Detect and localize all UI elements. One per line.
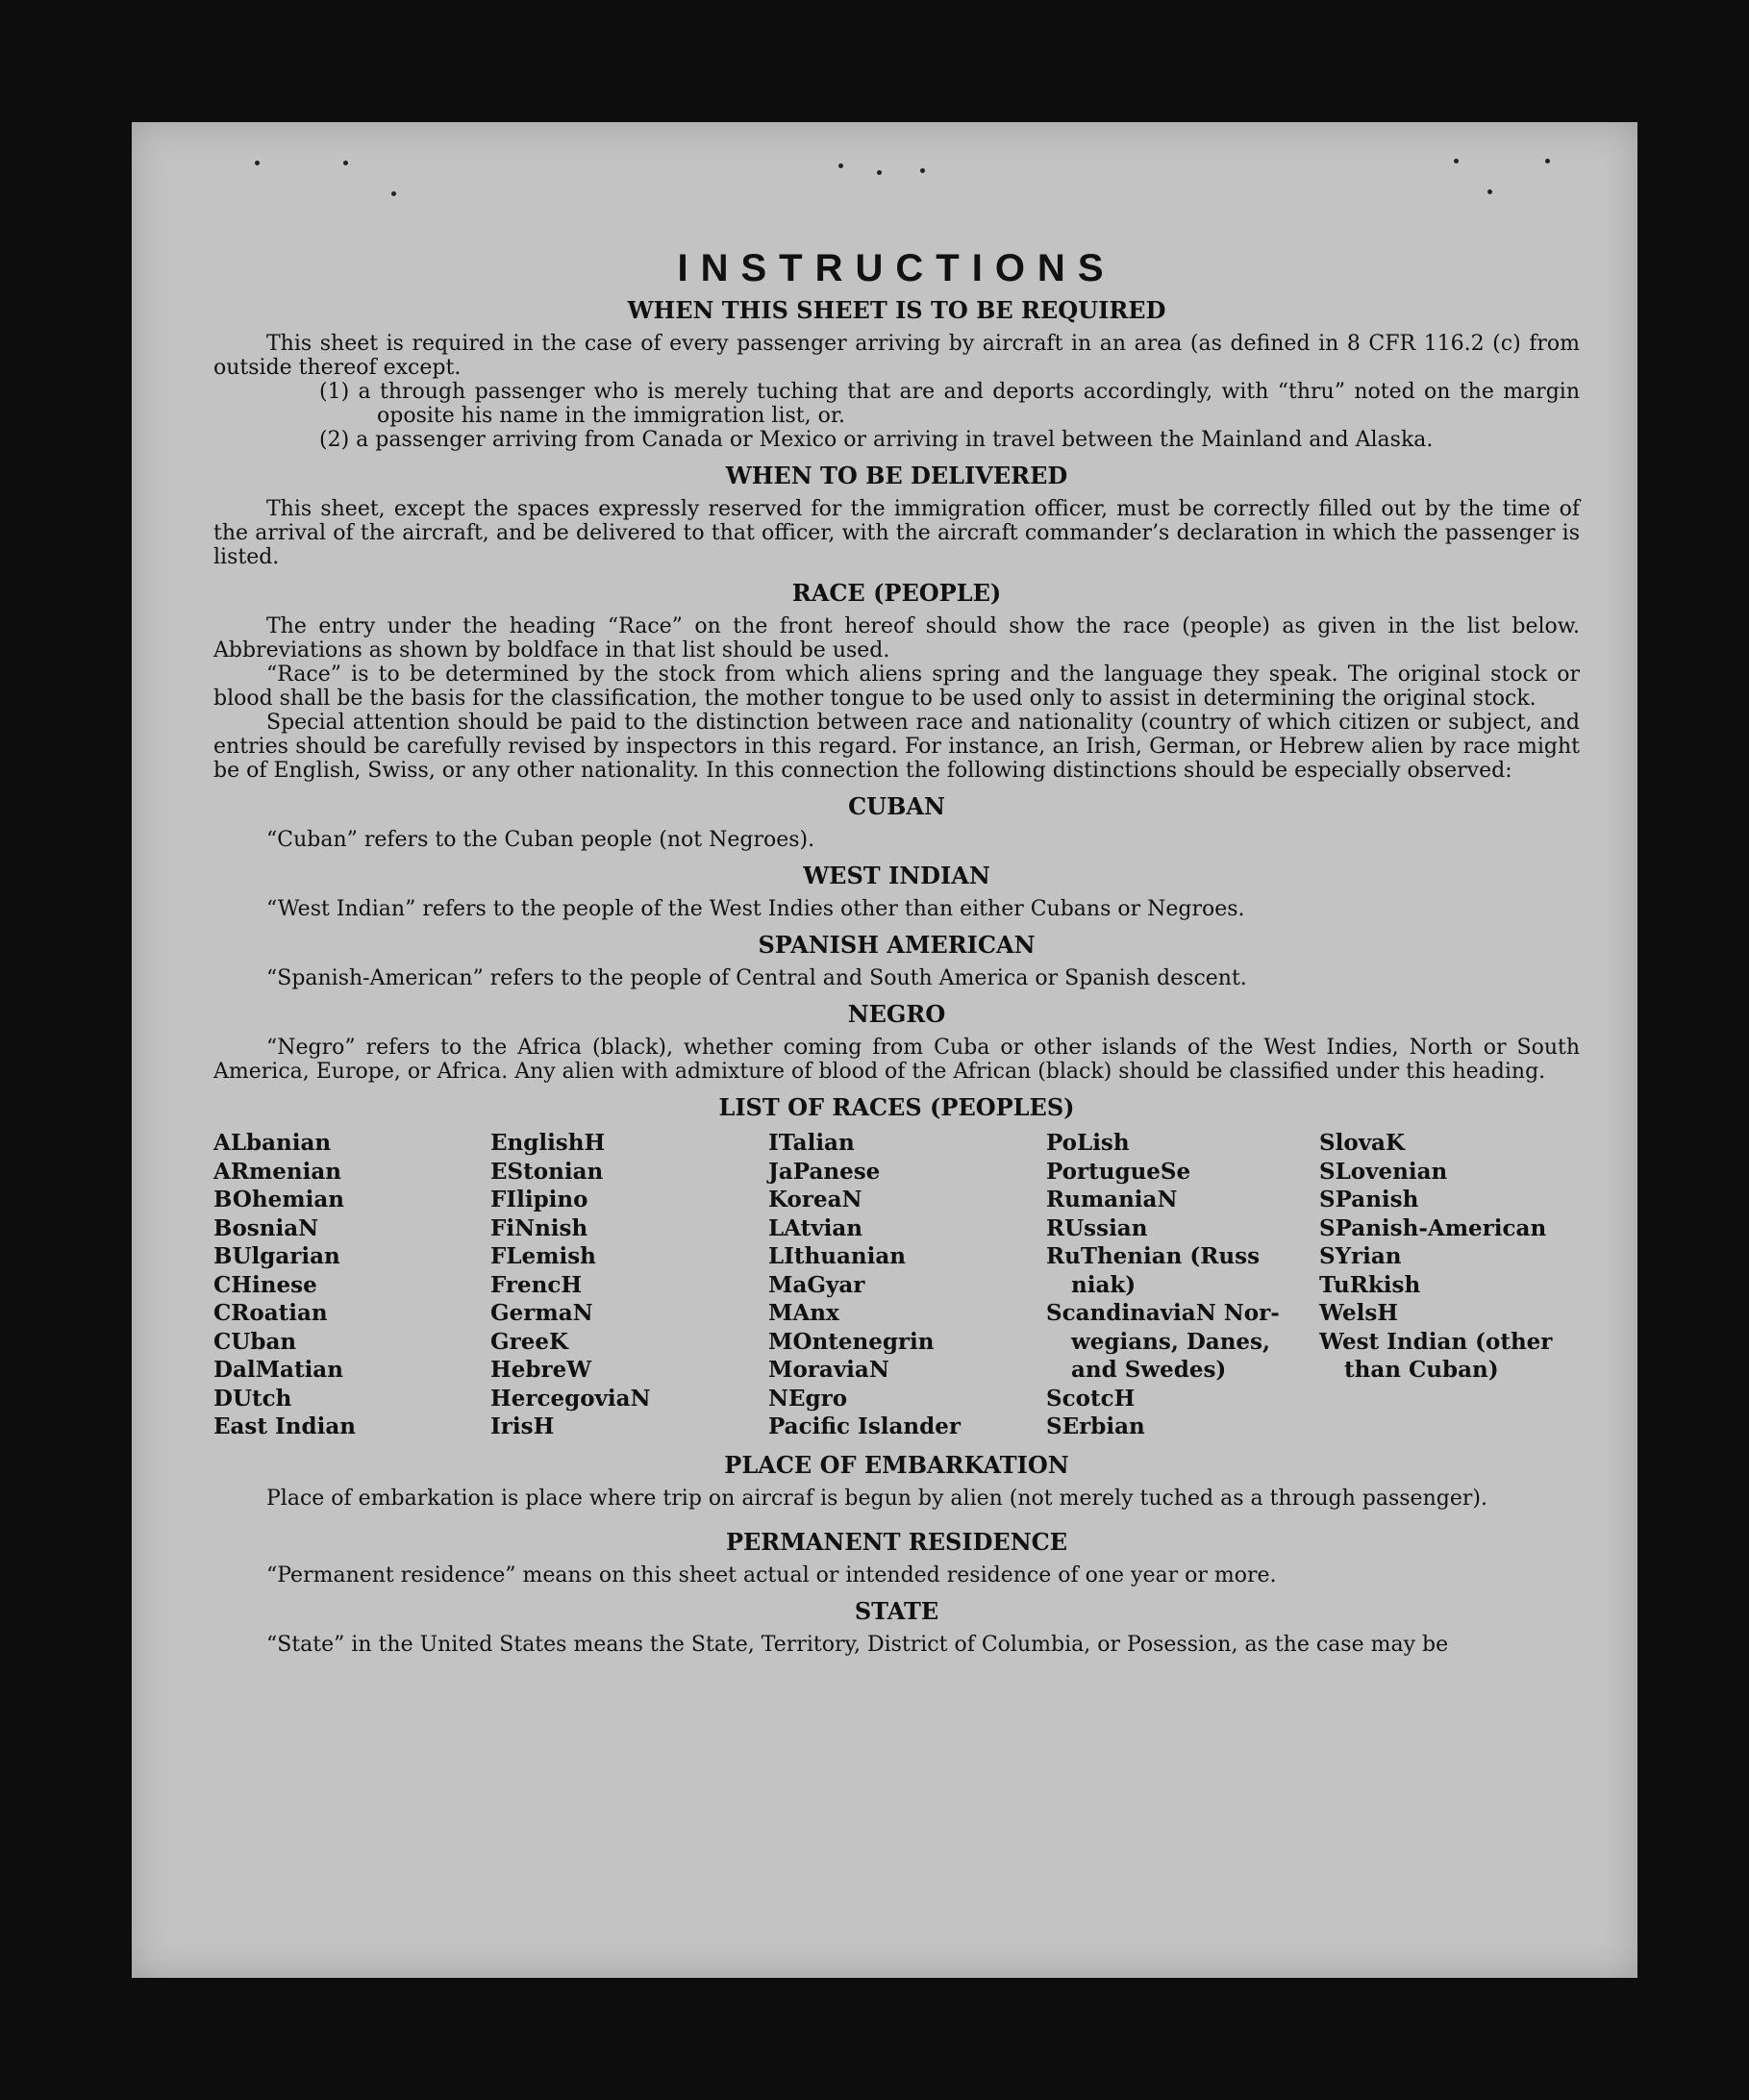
spanish-american-text: “Spanish-American” refers to the people of Central and South America or Spanish descent.	[266, 966, 1247, 990]
race-entry: FLemish	[490, 1243, 596, 1269]
race-entry: GermaN	[490, 1300, 593, 1326]
race-paragraph-2: “Race” is to be determined by the stock from which aliens spring and the language they speak. The original stock or blood shall be the basis for the classification, the mother tongue to be used only to assist in determining the original stock.	[213, 662, 1580, 711]
race-entry: DUtch	[213, 1385, 292, 1412]
west-indian-text: “West Indian” refers to the people of the West Indies other than either Cubans or Negroes.	[266, 897, 1245, 921]
required-item-2: (2) a passenger arriving from Canada or Mexico or arriving in travel between the Mainland and Alaska.	[319, 428, 1434, 452]
race-entry: EStonian	[490, 1158, 604, 1185]
races-list	[213, 1129, 1580, 1441]
embarkation-text: Place of embarkation is place where trip on aircraf is begun by alien (not merely tuched as a through passenger).	[266, 1486, 1487, 1511]
race-entry: ScandinaviaN Nor-	[1046, 1300, 1280, 1326]
races-column-4	[1046, 1129, 1319, 1441]
race-entry: MAnx	[768, 1300, 839, 1326]
speck-mark	[838, 163, 843, 168]
required-item-1: (1) a through passenger who is merely tuching that are and deports accordingly, with “thru” noted on the margin oposite his name in the immigration list, or.	[319, 380, 1580, 428]
race-entry: CUban	[213, 1328, 297, 1355]
race-entry: RuThenian (Russ	[1046, 1243, 1261, 1269]
speck-mark	[877, 170, 882, 175]
race-entry: IrisH	[490, 1413, 555, 1439]
heading-negro: NEGRO	[847, 1000, 946, 1028]
race-entry: PoLish	[1046, 1130, 1130, 1156]
race-paragraph-3: Special attention should be paid to the distinction between race and nationality (country of which citizen or subject, and entries should be carefully revised by inspectors in this regard. For instance, an Irish, German, or Hebrew alien by race might be of English, Swiss, or any other nationality. In this connection the following distinctions should be especially observed:	[213, 711, 1580, 783]
races-column-3	[768, 1129, 1046, 1441]
heading-race: RACE (PEOPLE)	[791, 579, 1002, 607]
race-entry-continued: wegians, Danes,	[1071, 1328, 1270, 1355]
race-entry: FrencH	[490, 1271, 583, 1298]
race-entry: SPanish-American	[1319, 1214, 1547, 1241]
negro-text: “Negro” refers to the Africa (black), whether coming from Cuba or other islands of the West Indies, North or South America, Europe, or Africa. Any alien with admixture of blood of the African (black) should be classified under this heading.	[213, 1036, 1580, 1084]
race-entry: CHinese	[213, 1271, 317, 1298]
race-entry: KoreaN	[768, 1187, 862, 1212]
race-entry: MOntenegrin	[768, 1328, 935, 1355]
race-entry: BUlgarian	[213, 1243, 340, 1269]
heading-cuban: CUBAN	[848, 792, 945, 820]
race-entry: SLovenian	[1319, 1158, 1448, 1185]
race-entry: MoraviaN	[768, 1357, 889, 1383]
race-entry-continued: and Swedes)	[1071, 1357, 1227, 1383]
heading-required: WHEN THIS SHEET IS TO BE REQUIRED	[627, 296, 1166, 324]
race-entry: ScotcH	[1046, 1385, 1136, 1412]
heading-state: STATE	[854, 1596, 939, 1625]
required-text: This sheet is required in the case of every passenger arriving by aircraft in an area (as defined in 8 CFR 116.2 (c) from outside thereof except.	[213, 332, 1580, 380]
heading-west-indian: WEST INDIAN	[803, 862, 990, 889]
race-entry: EnglishH	[490, 1130, 606, 1156]
cuban-text: “Cuban” refers to the Cuban people (not Negroes).	[266, 828, 815, 852]
race-entry: BosniaN	[213, 1214, 319, 1241]
heading-list-of-races: LIST OF RACES (PEOPLES)	[718, 1093, 1075, 1121]
race-entry: JaPanese	[768, 1158, 881, 1185]
race-entry: ALbanian	[213, 1130, 332, 1156]
race-entry: FIlipino	[490, 1187, 588, 1212]
heading-embarkation: PLACE OF EMBARKATION	[724, 1450, 1069, 1479]
race-entry: West Indian (other	[1319, 1328, 1553, 1355]
races-column-5	[1319, 1129, 1569, 1441]
race-entry: DalMatian	[213, 1357, 343, 1383]
race-entry: East Indian	[213, 1413, 356, 1439]
race-entry: WelsH	[1319, 1300, 1399, 1326]
race-entry: SlovaK	[1319, 1130, 1405, 1156]
race-entry: MaGyar	[768, 1271, 865, 1298]
race-entry: LAtvian	[768, 1214, 862, 1241]
heading-spanish-american: SPANISH AMERICAN	[758, 931, 1036, 959]
races-column-1	[213, 1129, 490, 1441]
page-title: INSTRUCTIONS	[677, 247, 1116, 289]
heading-permanent-residence: PERMANENT RESIDENCE	[725, 1527, 1068, 1556]
speck-mark	[255, 161, 260, 165]
race-entry: TuRkish	[1319, 1271, 1421, 1298]
heading-delivered: WHEN TO BE DELIVERED	[725, 462, 1068, 489]
speck-mark	[1487, 189, 1492, 194]
race-entry: PortugueSe	[1046, 1158, 1191, 1185]
race-entry: BOhemian	[213, 1187, 344, 1212]
race-entry: GreeK	[490, 1328, 569, 1355]
instruction-sheet	[132, 122, 1637, 1978]
speck-mark	[1454, 159, 1459, 163]
race-entry: SYrian	[1319, 1243, 1402, 1269]
race-paragraph-1: The entry under the heading “Race” on the front hereof should show the race (people) as given in the list below. Abbreviations as shown by boldface in that list should be used.	[213, 614, 1580, 662]
delivered-text: This sheet, except the spaces expressly reserved for the immigration officer, must be correctly filled out by the time of the arrival of the aircraft, and be delivered to that officer, with the aircraft commander’s declaration in which the passenger is listed.	[213, 497, 1580, 569]
residence-text: “Permanent residence” means on this sheet actual or intended residence of one year or more.	[266, 1562, 1277, 1588]
race-entry-continued: than Cuban)	[1344, 1357, 1499, 1383]
race-entry: RUssian	[1046, 1214, 1148, 1241]
race-entry: HercegoviaN	[490, 1385, 651, 1412]
race-entry: SErbian	[1046, 1413, 1145, 1439]
race-entry: ARmenian	[213, 1158, 342, 1185]
race-entry: SPanish	[1319, 1187, 1419, 1212]
races-column-2	[490, 1129, 768, 1441]
speck-mark	[1545, 159, 1550, 163]
race-entry: ITalian	[768, 1130, 855, 1156]
race-entry: CRoatian	[213, 1300, 328, 1326]
speck-mark	[920, 168, 925, 173]
race-entry: FiNnish	[490, 1214, 588, 1241]
race-entry: Pacific Islander	[768, 1413, 961, 1439]
speck-mark	[391, 191, 396, 196]
state-text: “State” in the United States means the State, Territory, District of Columbia, or Posession, as the case may be	[266, 1632, 1449, 1657]
race-entry: NEgro	[768, 1385, 848, 1412]
race-entry: RumaniaN	[1046, 1187, 1178, 1212]
race-entry: HebreW	[490, 1357, 592, 1383]
race-entry: LIthuanian	[768, 1243, 906, 1269]
speck-mark	[343, 161, 348, 165]
race-entry-continued: niak)	[1071, 1271, 1137, 1298]
